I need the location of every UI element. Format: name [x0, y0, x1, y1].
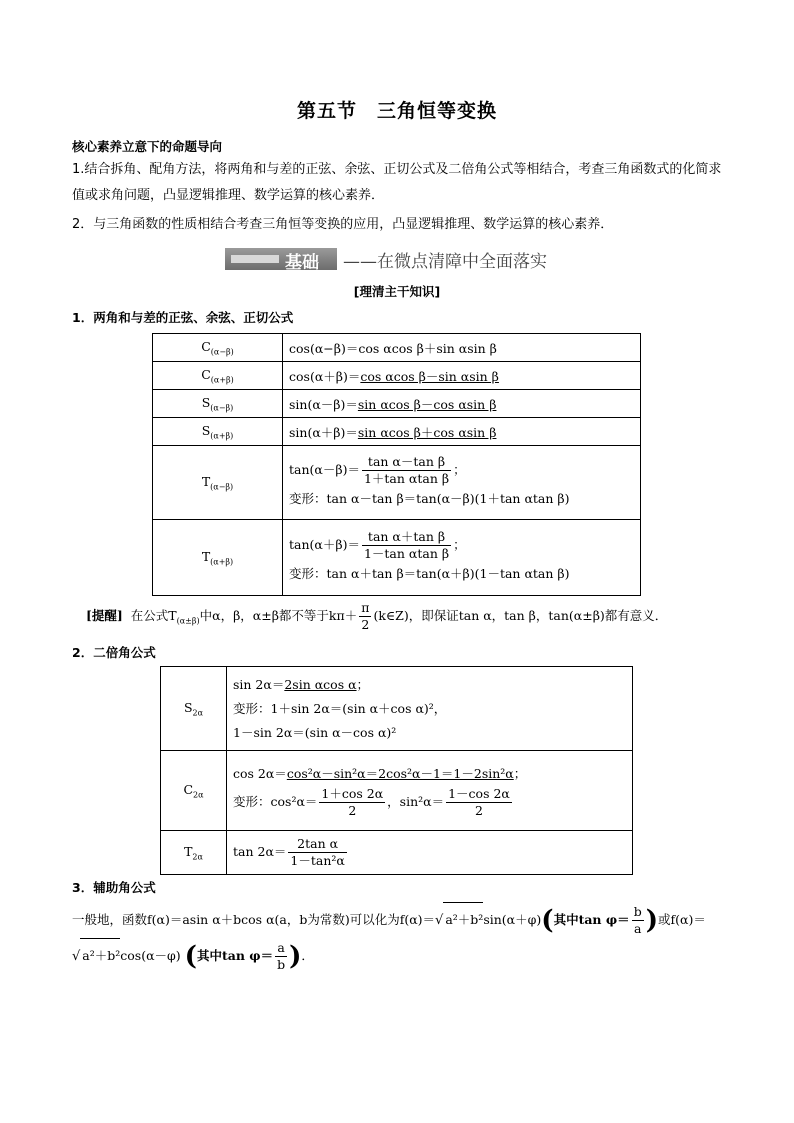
core-item-2: 2．与三角函数的性质相结合考查三角恒等变换的应用，凸显逻辑推理、数学运算的核心素养． — [72, 217, 614, 232]
fraction: $\frac{\text{tan α－tan β}}{\text{1＋tan αtan β}}$ — [363, 454, 450, 486]
table-row — [161, 667, 633, 751]
fraction: $\frac{\text{tan α＋tan β}}{\text{1－tan αtan β}}$ — [363, 529, 450, 561]
fraction: $\frac{1+\cos 2\alpha}{2}$ — [321, 786, 384, 818]
core-heading: 核心素养立意下的命题导向 — [72, 139, 223, 154]
reminder-note: [提醒] 在公式$T_{(\alpha\pm\beta)}$中α，β，α±β都不等于kπ＋ $\frac{\pi}{2}$ (k∈Z)，即保证tan α，tan β，tan(α±β)都有意义． — [86, 600, 668, 632]
table-row — [153, 334, 641, 362]
formula-cell: cos(α−β)＝cos αcos β＋sin αsin β — [283, 334, 641, 362]
formula-cell: tan 2α＝ $\frac{\text{2tan α}}{\text{1－tan²α}}$ — [227, 831, 633, 875]
banner-slogan: ——在微点清障中全面落实 — [343, 252, 547, 272]
formula-label: $T_{(\alpha-\beta)}$ — [153, 446, 283, 520]
fraction: $\frac{\pi}{2}$ — [361, 600, 370, 632]
section-banner — [225, 246, 585, 272]
formula-label: $C_{(\alpha+\beta)}$ — [153, 362, 283, 390]
section1-heading: 1．两角和与差的正弦、余弦、正切公式 — [72, 310, 294, 325]
formula-label: $S_{(\alpha-\beta)}$ — [153, 390, 283, 418]
formula-label: $T_{(\alpha+\beta)}$ — [153, 520, 283, 596]
formula-cell: sin 2α＝2sin αcos α； 变形：1＋sin 2α＝(sin α＋cos α)²， 1－sin 2α＝(sin α－cos α)² — [227, 667, 633, 751]
formula-cell: sin(α－β)＝sin αcos β－cos αsin β — [283, 390, 641, 418]
table-row — [153, 362, 641, 390]
core-item-1: 1.结合拆角、配角方法，将两角和与差的正弦、余弦、正切公式及二倍角公式等相结合，考查三角函数式的化简求值或求角问题，凸显逻辑推理、数学运算的核心素养． — [72, 162, 722, 203]
fill-answer: 2sin αcos α — [284, 676, 357, 692]
section3-heading: 3．辅助角公式 — [72, 880, 156, 895]
formula-label: $T_{2\alpha}$ — [161, 831, 227, 875]
fill-answer: sin αcos β－cos αsin β — [357, 396, 497, 412]
formula-cell: tan(α－β)＝ $\frac{\text{tan α－tan β}}{\text{1＋tan αtan β}}$ ； 变形：tan α－tan β＝tan(α－β)(1＋tan αtan β) — [283, 446, 641, 520]
sum-difference-table — [152, 333, 641, 596]
table-row — [153, 390, 641, 418]
fraction: $\frac{a}{b}$ — [277, 940, 286, 972]
formula-label: $S_{2\alpha}$ — [161, 667, 227, 751]
formula-cell: cos 2α＝cos²α－sin²α＝2cos²α－1＝1－2sin²α； 变形：cos²α＝ $\frac{1+\cos 2\alpha}{2}$ ，sin²α＝ $\frac{1-\cos 2\alpha}{2}$ — [227, 751, 633, 831]
formula-cell: tan(α＋β)＝ $\frac{\text{tan α＋tan β}}{\text{1－tan αtan β}}$ ； 变形：tan α＋tan β＝tan(α＋β)(1－tan αtan β) — [283, 520, 641, 596]
formula-label: $C_{(\alpha-\beta)}$ — [153, 334, 283, 362]
section2-heading: 2．二倍角公式 — [72, 645, 156, 660]
fraction: $\frac{1-\cos 2\alpha}{2}$ — [448, 786, 510, 818]
banner-decoration — [231, 255, 279, 263]
table-row — [161, 831, 633, 875]
subheading: [理清主干知识] — [353, 284, 441, 299]
fill-answer: sin αcos β＋cos αsin β — [357, 424, 497, 440]
auxiliary-angle-text: 一般地，函数f(α)＝asin α＋bcos α(a，b为常数)可以化为f(α)＝√ a²＋b²sin(α＋φ)(其中tan φ＝ $\frac{b}{a}$ )或f(α)＝ √ a²＋b²cos(α－φ) (其中tan φ＝ $\frac{a}{b}$ )． — [72, 904, 706, 972]
double-angle-table — [160, 666, 633, 875]
banner-key: 基础 — [285, 253, 319, 273]
fill-answer: cos²α－sin²α＝2cos²α－1＝1－2sin²α — [286, 766, 514, 781]
formula-cell: sin(α＋β)＝sin αcos β＋cos αsin β — [283, 418, 641, 446]
fraction: $\frac{\text{2tan α}}{\text{1－tan²α}}$ — [290, 836, 345, 868]
formula-cell: cos(α＋β)＝cos αcos β－sin αsin β — [283, 362, 641, 390]
fraction: $\frac{b}{a}$ — [633, 904, 642, 936]
table-row — [161, 751, 633, 831]
table-row — [153, 446, 641, 520]
formula-label: $S_{(\alpha+\beta)}$ — [153, 418, 283, 446]
fill-answer: cos αcos β－sin αsin β — [360, 368, 499, 384]
page-title: 第五节 三角恒等变换 — [296, 100, 497, 122]
formula-label: $C_{2\alpha}$ — [161, 751, 227, 831]
table-row — [153, 520, 641, 596]
table-row — [153, 418, 641, 446]
